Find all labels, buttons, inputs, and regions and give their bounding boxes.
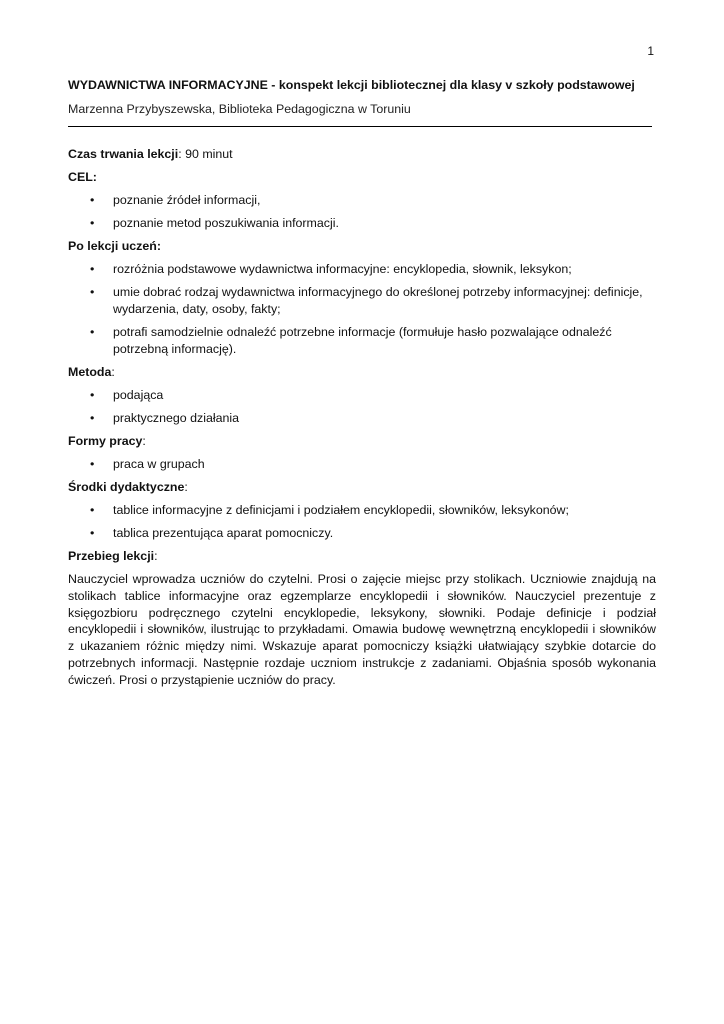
bullet-icon: • [90,388,95,402]
forms-list [68,456,656,473]
forms-heading [68,433,656,450]
course-suffix: : [154,549,158,563]
duration-value: : 90 minut [178,147,233,161]
list-item-text: poznanie metod poszukiwania informacji. [113,216,339,230]
outcomes-heading [68,238,656,255]
forms-suffix: : [142,434,146,448]
bullet-icon: • [90,526,95,540]
document-header [68,76,652,118]
list-item-text: podająca [113,388,164,402]
method-label: Metoda [68,365,112,379]
course-heading [68,548,656,565]
goals-list [68,192,656,232]
bullet-icon: • [90,262,95,276]
goals-heading [68,169,656,186]
list-item-text: tablica prezentująca aparat pomocniczy. [113,526,334,540]
duration-label: Czas trwania lekcji [68,147,179,161]
list-item-text: poznanie źródeł informacji, [113,193,261,207]
course-label: Przebieg lekcji [68,549,155,563]
course-paragraph: Nauczyciel wprowadza uczniów do czytelni. Prosi o zajęcie miejsc przy stolikach. Uczniowie znajdują na stolikach tablice informacyjne oraz egzemplarze encyklopedii i słowników. Nauczyciel prezentuje z księgozbioru podręcznego czytelni encyklopedie, leksykony, słowniki. Podaje definicje i podział encyklopedii i słowników, ilustrując to przykładami. Omawia budowę wewnętrzną encyklopedii i słowników z ukazaniem różnic między nimi. Wskazuje aparat pomocniczy książki ułatwiający szybkie dotarcie do potrzebnych informacji. Następnie rozdaje uczniom instrukcje z zadaniami. Objaśnia sposób wykonania ćwiczeń. Prosi o przystąpienie uczniów do pracy. [68,572,656,687]
list-item-text: rozróżnia podstawowe wydawnictwa informacyjne: encyklopedia, słownik, leksykon; [113,262,572,276]
list-item [68,525,656,542]
goals-label: CEL: [68,170,97,184]
bullet-icon: • [90,457,95,471]
aids-label: Środki dydaktyczne [68,480,185,494]
list-item-text: praktycznego działania [113,411,240,425]
list-item [68,387,656,404]
aids-suffix: : [184,480,188,494]
aids-heading [68,479,656,496]
bullet-icon: • [90,193,95,207]
outcomes-label: Po lekcji uczeń: [68,239,161,253]
method-suffix: : [111,365,115,379]
method-list [68,387,656,427]
aids-list [68,502,656,542]
bullet-icon: • [90,411,95,425]
page-number: 1 [647,44,654,58]
bullet-icon: • [90,325,95,339]
bullet-icon: • [90,216,95,230]
author-line: Marzenna Przybyszewska, Biblioteka Pedagogiczna w Toruniu [68,102,411,116]
lesson-content [68,146,656,689]
method-heading [68,364,656,381]
list-item [68,410,656,427]
duration-line [68,146,656,163]
list-item [68,284,656,318]
list-item [68,324,656,358]
list-item [68,215,656,232]
header-divider [68,126,652,127]
list-item [68,261,656,278]
outcomes-list [68,261,656,358]
bullet-icon: • [90,503,95,517]
list-item [68,192,656,209]
list-item [68,456,656,473]
list-item-text: umie dobrać rodzaj wydawnictwa informacyjnego do określonej potrzeby informacyjnej: definicje, wydarzenia, daty, osoby, fakty; [113,285,643,316]
list-item-text: tablice informacyjne z definicjami i podziałem encyklopedii, słowników, leksykonów; [113,503,569,517]
list-item [68,502,656,519]
list-item-text: praca w grupach [113,457,205,471]
forms-label: Formy pracy [68,434,143,448]
list-item-text: potrafi samodzielnie odnaleźć potrzebne informacje (formułuje hasło pozwalające odnaleźć potrzebną informację). [113,325,612,356]
document-title: WYDAWNICTWA INFORMACYJNE - konspekt lekcji bibliotecznej dla klasy v szkoły podstawowej [68,78,635,92]
bullet-icon: • [90,285,95,299]
